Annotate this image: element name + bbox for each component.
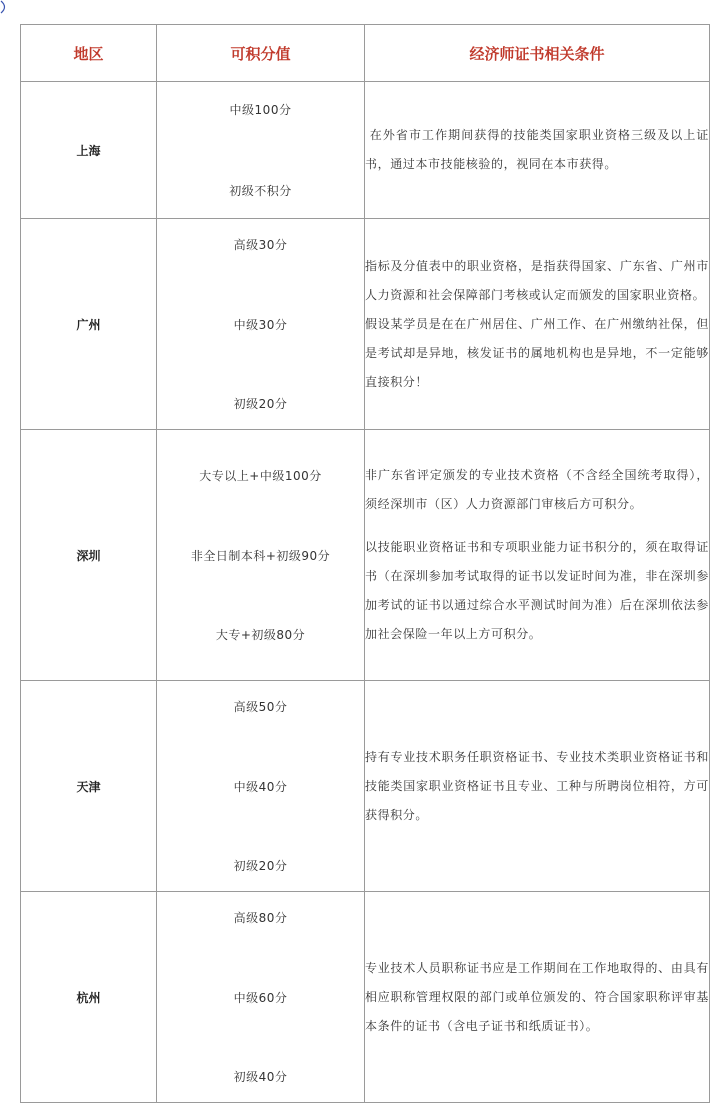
points-value: 大专以上+中级100分 <box>199 469 322 483</box>
condition-text: 以技能职业资格证书和专项职业能力证书积分的，须在取得证书（在深圳参加考试取得的证书以发证时间为准，非在深圳参加考试的证书以通过综合水平测试时间为准）后在深圳依法参加社会保险一年以上方可积分。 <box>365 540 709 641</box>
points-cell <box>157 892 365 1103</box>
points-value: 大专+初级80分 <box>215 628 306 642</box>
points-cell <box>157 219 365 430</box>
header-region: 地区 <box>21 25 157 82</box>
table-row <box>21 219 710 430</box>
table-row <box>21 681 710 892</box>
points-value: 初级40分 <box>233 1070 288 1084</box>
header-conditions: 经济师证书相关条件 <box>365 25 710 82</box>
points-value: 初级不积分 <box>229 184 292 198</box>
points-value: 中级30分 <box>233 317 288 332</box>
points-value: 高级50分 <box>233 700 288 714</box>
condition-text: 专业技术人员职称证书应是工作期间在工作地取得的、由具有相应职称管理权限的部门或单位颁发的、符合国家职称评审基本条件的证书（含电子证书和纸质证书）。 <box>365 960 709 1033</box>
region-cell: 广州 <box>21 219 157 430</box>
region-cell: 上海 <box>21 82 157 219</box>
region-cell: 杭州 <box>21 892 157 1103</box>
header-points: 可积分值 <box>157 25 365 82</box>
conditions-cell <box>365 219 710 430</box>
certificate-points-table <box>20 24 710 1103</box>
condition-text: 持有专业技术职务任职资格证书、专业技术类职业资格证书和技能类国家职业资格证书且专业、工种与所聘岗位相符，方可获得积分。 <box>365 749 709 822</box>
table-row <box>21 430 710 681</box>
points-value: 中级40分 <box>233 779 288 794</box>
conditions-cell <box>365 681 710 892</box>
points-value: 中级60分 <box>233 990 288 1005</box>
points-cell <box>157 681 365 892</box>
points-cell <box>157 430 365 681</box>
conditions-cell <box>365 82 710 219</box>
table-row <box>21 82 710 219</box>
table-row <box>21 892 710 1103</box>
condition-text: 在外省市工作期间获得的技能类国家职业资格三级及以上证书，通过本市技能核验的，视同在本市获得。 <box>365 128 709 171</box>
points-value: 初级20分 <box>233 397 288 411</box>
points-value: 高级30分 <box>233 238 288 252</box>
table-header-row <box>21 25 710 82</box>
condition-text: 指标及分值表中的职业资格，是指获得国家、广东省、广州市人力资源和社会保障部门考核或认定而颁发的国家职业资格。 <box>365 258 709 302</box>
conditions-cell <box>365 892 710 1103</box>
points-value: 非全日制本科+初级90分 <box>190 548 331 563</box>
region-cell: 天津 <box>21 681 157 892</box>
conditions-cell <box>365 430 710 681</box>
points-value: 高级80分 <box>233 911 288 925</box>
condition-text: 非广东省评定颁发的专业技术资格（不含经全国统考取得），须经深圳市（区）人力资源部门审核后方可积分。 <box>365 468 709 511</box>
condition-text: 假设某学员是在在广州居住、广州工作、在广州缴纳社保，但是考试却是异地，核发证书的属地机构也是异地，不一定能够直接积分！ <box>365 316 709 389</box>
corner-bracket-icon <box>0 0 12 14</box>
points-cell <box>157 82 365 219</box>
region-cell: 深圳 <box>21 430 157 681</box>
points-value: 中级100分 <box>229 103 292 117</box>
points-value: 初级20分 <box>233 859 288 873</box>
